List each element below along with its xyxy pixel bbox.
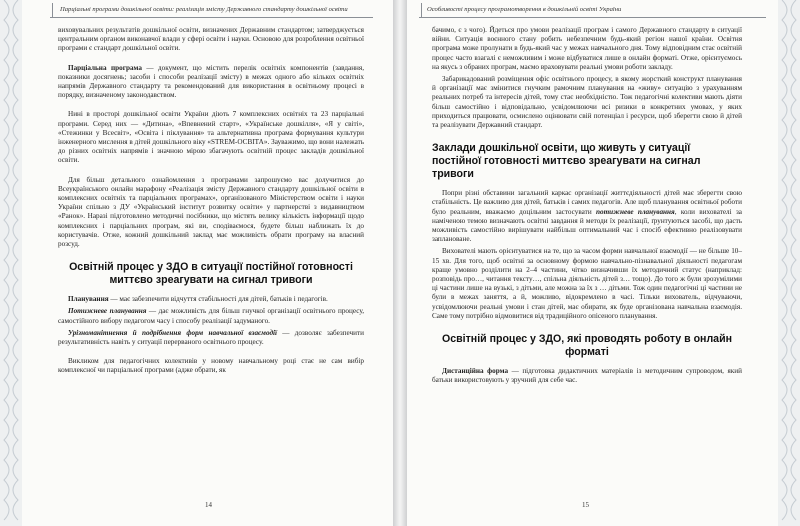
paragraph: Нині в просторі дошкільної освіти України діють 7 комплексних освітніх та 23 парціальні програми. Серед них — «Дитина», «Впевнений старт», «Українське дошкілля», «Я у світі», «Стежинки у Всесвіт», «Освіта і піклування» та альтернативна програма формування культури інженерного мислення в дітей дошкільного віку «STREM-ОСВІТА». Зауважимо, що вони належать до різних освітніх напрямів і значною мірою збагачують освітній процес закладів дошкільної освіти.: [58, 110, 364, 165]
paragraph: Парціальна програма — документ, що містить перелік освітніх компонентів (завдання, показники досягнень; засоби і способи реалізації змісту) в межах одного або кількох освітніх напрямів Державного стандарту та рекомендований для використання в освітньому процесі в порядку, визначеному законодавством.: [58, 63, 364, 100]
term: потижневе планування: [596, 207, 675, 216]
running-header: Особливості процесу програмотворення в дошкільній освіті України: [427, 6, 622, 13]
book-gutter: [393, 0, 407, 526]
term: Дистанційна форма: [442, 367, 509, 376]
right-page: [407, 0, 800, 526]
section-heading: Заклади дошкільної освіти, що живуть у ситуації постійної готовності миттєво зреагувати на сигнал тривоги: [432, 142, 701, 181]
paragraph: виховувальних результатів дошкільної освіти, визначених Державним стандартом; затверджується центральним органом виконавчої влади у сфері освіти і науки. Основою для розроблення освітньої програми є стандарт дошкільної освіти.: [58, 26, 364, 53]
ornament-border-left: [0, 0, 22, 526]
left-page: [0, 0, 393, 526]
paragraph: Для більш детального ознайомлення з програмами запрошуємо вас долучитися до Всеукраїнського онлайн марафону «Реалізація змісту Державного стандарту дошкільної освіти в комплексних освітніх та парціальних програмах», організованого Міністерством освіти і науки України спільно з ДУ «Український інститут розвитку освіти» у партнерстві з видавництвом «Ранок». Наразі підготовлено методичні посібники, що містять велику кількість інформації щодо комплексних і парціальних програм, які ви, сподіваємося, будете більш наближать їх до користувачів. Отже, кожний дошкільний заклад має можливість обрати програму на власний розсуд.: [58, 175, 364, 249]
header-rule: [419, 17, 766, 18]
paragraph: Забарикадований розміщення офіс освітнього процесу, в якому жорсткий конструкт планування й організації має змінитися гнучким рамочним планування на «живу» ситуацію з урахуванням реальних потреб та інтересів дітей, тому стає необхідністю. Тож педагогічні колективи мають діяти більш самостійно і відповідально, усвідомлюючи всі ризики в конкретних умовах, у яких приходиться працювати, осмислено оцінювати свій потенціал і ресурси, щоб зберегти свою й дітей та реалізувати Державний стандарт.: [432, 75, 742, 130]
paragraph: Викликом для педагогічних колективів у новому навчальному році стає не сам вибір комплексної чи парціальної програми (адже обрати, як: [58, 357, 364, 375]
header-tick: [421, 3, 422, 18]
paragraph: Урізноманітнення й подрібнення форм навчальної взаємодії — дозволяє забезпечити результативність навіть у ситуації перерваного освітнього процесу.: [58, 328, 364, 347]
page-number: 14: [205, 501, 212, 509]
paragraph: Вихователі мають орієнтуватися на те, що за часом форми навчальної взаємодії — не більше 10–15 хв. Для того, щоб освітні за основному формою навчально-пізнавальної діяльності педагогам краще умовно розділити на 2–4 частини, чітко визначивши їх методичний статус (наприклад: розповідь про…, читання тексту…, спільна діяльність дітей з… тощо). До того ж були зрозумілими ці частини лише на вузькі, з дітьми, але можна за їх з … дітьми. Тож один педагогічні ці частини не були в межах заняття, а й, можливо, відокремлено в часі. Тільки вихователь, відчуваючи, усвідомлюючи реальні умови і стан дітей, має обирати, як буде організована навчальна взаємодія. Саме тому потрібно відмовитися від традиційного опісеного планування.: [432, 247, 742, 320]
header-rule: [50, 17, 373, 18]
section-heading: Освітній процес у ЗДО в ситуації постійної готовності миттєво зреагувати на сигнал тривоги: [69, 261, 353, 287]
page-body: [432, 26, 742, 388]
term: Парціальна програма: [68, 63, 142, 72]
ornament-border-right: [778, 0, 800, 526]
term: Потижневе планування: [68, 307, 147, 316]
paragraph: бачимо, є з чого). Йдеться про умови реалізації програм і самого Державного стандарту в ситуації війни. Ситуація воєнного стану робить небезпечним будь-який регіон нашої країни. Освітня програма може пролунати в будь-який час у межах навчального дня. Тому відповідним стає освітній процес часто взагалі є неможливим і може відбуватися лише в онлайн форматі. Отже, орієнтуємось на якусь з обраних програм, маємо враховувати реальні умови роботи закладу.: [432, 26, 742, 71]
term: Планування: [68, 295, 109, 304]
paragraph: Попри різні обставини загальний каркас організації життєдіяльності дітей має зберегти свою стабільність. Це важливо для дітей, батьків і самих педагогів. Але щоб планування освітньої роботи було реальним, вважаємо доцільним застосувати потижневе планування, коли вихователі за наміченою темою визначають освітні завдання й методи їх реалізації, ґрунтуються засобі, що дасть можливість самостійно вирішувати найбільш оптимальний час і спосіб ефективно реалізовувати заплановане.: [432, 189, 742, 244]
running-header: Парціальні програми дошкільної освіти: реалізація змісту Державного стандарту дошкільної освіти: [60, 6, 348, 13]
page-number: 15: [582, 501, 589, 509]
section-heading: Освітній процес у ЗДО, які проводять роботу в онлайн форматі: [442, 333, 732, 359]
header-tick: [52, 3, 53, 18]
paragraph: Дистанційна форма — підготовка дидактичних матеріалів із методичним супроводом, який батьки використовують у зручний для себе час.: [432, 367, 742, 385]
paragraph: Планування — має забезпечити відчуття стабільності для дітей, батьків і педагогів.: [68, 295, 328, 304]
term: Урізноманітнення й подрібнення форм навчальної взаємодії: [68, 328, 278, 337]
page-body: [58, 26, 364, 379]
paragraph: Потижневе планування — дає можливість для більш гнучкої організації освітнього процесу, самостійного вибору педагогом часу і способу реалізації задуманого.: [58, 307, 364, 325]
